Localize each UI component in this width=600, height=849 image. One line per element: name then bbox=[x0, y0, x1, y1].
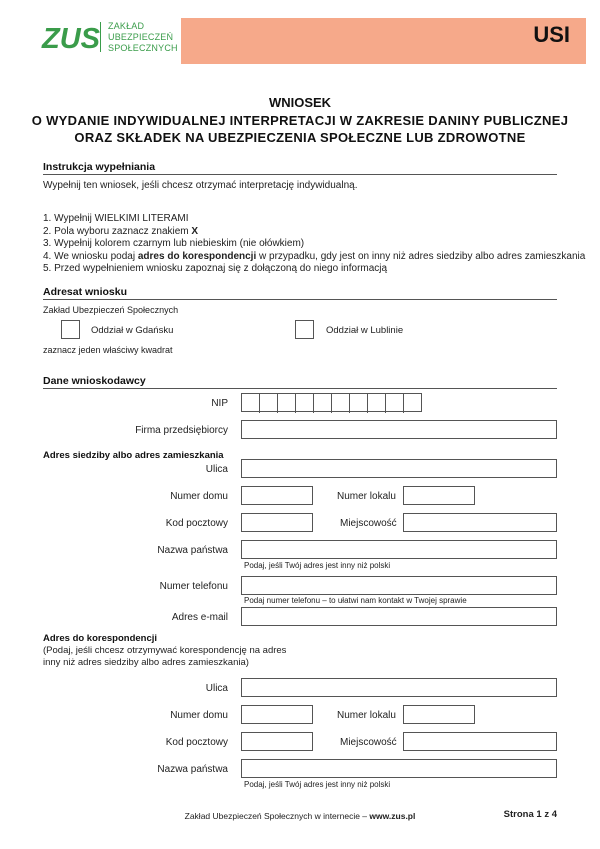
list-item: 1. Wypełnij WIELKIMI LITERAMI bbox=[43, 213, 189, 224]
addressee-institution: Zakład Ubezpieczeń Społecznych bbox=[43, 305, 179, 315]
corr-country-hint: Podaj, jeśli Twój adres jest inny niż polski bbox=[244, 780, 391, 789]
flat-number-label: Numer lokalu bbox=[337, 491, 396, 502]
country-field[interactable] bbox=[241, 540, 557, 559]
option-lublin-label: Oddział w Lublinie bbox=[326, 325, 404, 336]
checkbox-gdansk[interactable] bbox=[61, 320, 80, 339]
house-number-field[interactable] bbox=[241, 486, 313, 505]
list-item: 5. Przed wypełnieniem wniosku zapoznaj się z dołączoną do niego informacją bbox=[43, 263, 388, 274]
corr-house-number-field[interactable] bbox=[241, 705, 313, 724]
list-item: 4. We wniosku podaj adres do korespondencji w przypadku, gdy jest on inny niż adres siedziby albo adres zamieszkania bbox=[43, 250, 586, 262]
seat-address-heading: Adres siedziby albo adres zamieszkania bbox=[43, 450, 224, 461]
logo-divider bbox=[100, 22, 101, 52]
logo-line: ZAKŁAD bbox=[108, 21, 145, 31]
form-subtitle-line2: ORAZ SKŁADEK NA UBEZPIECZENIA SPOŁECZNE LUB ZDROWOTNE bbox=[74, 130, 526, 145]
corr-city-field[interactable] bbox=[403, 732, 557, 751]
corr-house-number-label: Numer domu bbox=[170, 710, 228, 721]
addressee-heading: Adresat wniosku bbox=[43, 286, 128, 298]
correspondence-note-line1: (Podaj, jeśli chcesz otrzymywać korespondencję na adres bbox=[43, 645, 287, 656]
corr-country-label: Nazwa państwa bbox=[157, 764, 228, 775]
nip-field[interactable] bbox=[241, 393, 422, 412]
company-label: Firma przedsiębiorcy bbox=[135, 425, 228, 436]
phone-field[interactable] bbox=[241, 576, 557, 595]
zus-logo-mark-text: ZUS bbox=[42, 23, 100, 55]
logo-line: SPOŁECZNYCH bbox=[108, 43, 178, 53]
flat-number-field[interactable] bbox=[403, 486, 475, 505]
nip-label: NIP bbox=[211, 398, 228, 409]
postcode-label: Kod pocztowy bbox=[165, 518, 228, 529]
section-rule bbox=[43, 388, 557, 389]
list-item: 2. Pola wyboru zaznacz znakiem X bbox=[43, 225, 199, 237]
section-rule bbox=[43, 174, 557, 175]
addressee-hint: zaznacz jeden właściwy kwadrat bbox=[43, 345, 173, 355]
footer-text: Zakład Ubezpieczeń Społecznych w internecie – www.zus.pl bbox=[184, 811, 416, 821]
footer-link[interactable]: www.zus.pl bbox=[369, 811, 416, 821]
country-hint: Podaj, jeśli Twój adres jest inny niż polski bbox=[244, 561, 391, 570]
house-number-label: Numer domu bbox=[170, 491, 228, 502]
page-number: Strona 1 z 4 bbox=[503, 809, 557, 820]
corr-postcode-label: Kod pocztowy bbox=[165, 737, 228, 748]
section-rule bbox=[43, 299, 557, 300]
corr-city-label: Miejscowość bbox=[340, 737, 397, 748]
correspondence-heading: Adres do korespondencji bbox=[43, 633, 158, 644]
email-field[interactable] bbox=[241, 607, 557, 626]
postcode-field[interactable] bbox=[241, 513, 313, 532]
city-field[interactable] bbox=[403, 513, 557, 532]
corr-postcode-field[interactable] bbox=[241, 732, 313, 751]
form-header-band bbox=[181, 18, 586, 64]
instructions-heading: Instrukcja wypełniania bbox=[43, 161, 156, 173]
logo-line: UBEZPIECZEŃ bbox=[108, 32, 174, 42]
company-field[interactable] bbox=[241, 420, 557, 439]
street-label: Ulica bbox=[205, 464, 228, 475]
street-field[interactable] bbox=[241, 459, 557, 478]
email-label: Adres e-mail bbox=[171, 612, 228, 623]
form-title: WNIOSEK bbox=[268, 95, 332, 110]
form-subtitle-line1: O WYDANIE INDYWIDUALNEJ INTERPRETACJI W ZAKRESIE DANINY PUBLICZNEJ bbox=[31, 113, 569, 128]
zus-logo-mark bbox=[42, 21, 100, 55]
list-item: 3. Wypełnij kolorem czarnym lub niebieskim (nie ołówkiem) bbox=[43, 238, 305, 249]
option-gdansk-label: Oddział w Gdańsku bbox=[91, 325, 174, 336]
correspondence-note-line2: inny niż adres siedziby albo adres zamieszkania) bbox=[43, 657, 249, 668]
form-code: USI bbox=[533, 22, 570, 47]
phone-label: Numer telefonu bbox=[159, 581, 228, 592]
logo-wordmark bbox=[108, 21, 178, 54]
corr-flat-number-field[interactable] bbox=[403, 705, 475, 724]
city-label: Miejscowość bbox=[340, 518, 397, 529]
corr-street-label: Ulica bbox=[205, 683, 228, 694]
checkbox-lublin[interactable] bbox=[295, 320, 314, 339]
phone-hint: Podaj numer telefonu – to ułatwi nam kontakt w Twojej sprawie bbox=[244, 596, 467, 605]
corr-country-field[interactable] bbox=[241, 759, 557, 778]
instructions-intro: Wypełnij ten wniosek, jeśli chcesz otrzymać interpretację indywidualną. bbox=[43, 180, 358, 191]
country-label: Nazwa państwa bbox=[157, 545, 228, 556]
corr-flat-number-label: Numer lokalu bbox=[337, 710, 396, 721]
instructions-list bbox=[43, 213, 585, 276]
corr-street-field[interactable] bbox=[241, 678, 557, 697]
applicant-heading: Dane wnioskodawcy bbox=[43, 375, 146, 387]
